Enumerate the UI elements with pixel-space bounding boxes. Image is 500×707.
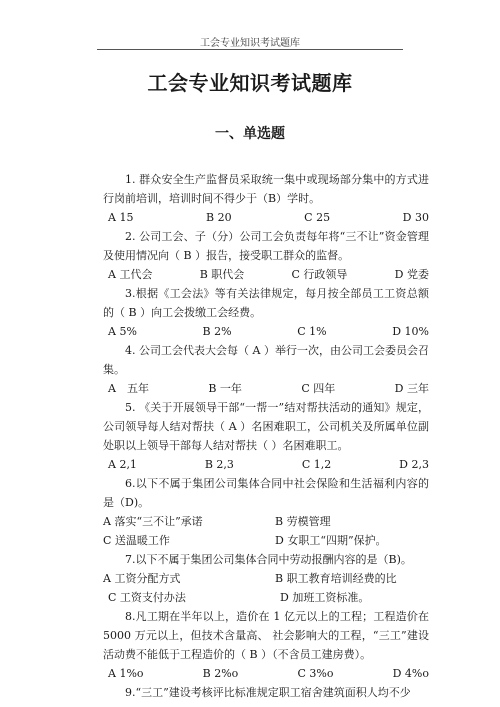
option: B 职工教育培训经费的比 <box>275 572 397 585</box>
option: A 5% <box>108 325 137 338</box>
option: B 职代会 <box>199 268 245 281</box>
option: B 劳模管理 <box>275 515 331 528</box>
question-4: 4. 公司工会代表大会每（ A ）举行一次，由公司工会委员会召集。 <box>103 344 429 376</box>
option: A 工资分配方式 <box>103 572 181 585</box>
option: C 送温暖工作 <box>103 534 170 547</box>
question-list <box>103 170 429 702</box>
question-4-options <box>103 379 429 398</box>
option: B 一年 <box>208 382 242 395</box>
option: A 五年 <box>108 382 149 395</box>
question-5: 5. 《关于开展领导干部“一帮一”结对帮扶活动的通知》规定，公司领导每人结对帮扶（ A ）名困难职工，公司机关及所属单位副处职以上领导干部每人结对帮扶（ ）名困难职工。 <box>103 401 429 452</box>
question-8-options <box>103 664 429 683</box>
question-2-options <box>103 265 429 284</box>
header-rule <box>97 49 403 50</box>
question-7-options-row-1 <box>103 569 429 588</box>
option: D 30 <box>402 211 429 224</box>
option: A 工代会 <box>108 268 153 281</box>
option: A 2,1 <box>108 458 137 471</box>
option: C 行政领导 <box>291 268 348 281</box>
option: D 2,3 <box>399 458 429 471</box>
option: A 1%o <box>108 667 144 680</box>
option: C 1% <box>297 325 327 338</box>
option: B 20 <box>206 211 232 224</box>
option: C 25 <box>304 211 331 224</box>
option: D 4%o <box>392 667 429 680</box>
option: C 1,2 <box>301 458 332 471</box>
option: D 三年 <box>394 382 429 395</box>
document-title: 工会专业知识考试题库 <box>147 71 353 95</box>
question-1: 1. 群众安全生产监督员采取统一集中或现场部分集中的方式进行岗前培训，培训时间不得少于（B）学时。 <box>103 173 429 205</box>
option: B 2%o <box>202 667 239 680</box>
question-2: 2. 公司工会、子（分）公司工会负责每年将“三不让”资金管理及使用情况向（ B ）报告，接受职工群众的监督。 <box>103 230 429 262</box>
question-9: 9.“三工”建设考核评比标准规定职工宿舍建筑面积人均不少 <box>125 686 411 699</box>
question-1-options <box>103 208 429 227</box>
question-7-options-row-2 <box>103 588 429 607</box>
option: B 2,3 <box>204 458 234 471</box>
question-3-options <box>103 322 429 341</box>
option: C 3%o <box>297 667 334 680</box>
running-header: 工会专业知识考试题库 <box>200 38 300 49</box>
question-7: 7.以下不属于集团公司集体合同中劳动报酬内容的是（B)。 <box>125 553 412 566</box>
option: D 女职工“四期”保护。 <box>275 534 387 547</box>
option: A 落实“三不让”承诺 <box>103 515 203 528</box>
question-8: 8.凡工期在半年以上，造价在 1 亿元以上的工程；工程造价在 5000 万元以上，但技术含量高、 社会影响大的工程，“三工”建设活动费不能低于工程造价的（ B ）（不含员工建房费）。 <box>103 610 429 661</box>
option: B 2% <box>202 325 232 338</box>
option: C 四年 <box>301 382 336 395</box>
option: C 工资支付办法 <box>108 591 186 604</box>
section-title: 一、单选题 <box>215 126 285 142</box>
question-6-options-row-2 <box>103 531 429 550</box>
option: D 加班工资标准。 <box>280 591 370 604</box>
question-5-options <box>103 455 429 474</box>
question-6-options-row-1 <box>103 512 429 531</box>
question-3: 3.根据《工会法》等有关法律规定，每月按全部员工工资总额的（ B ）向工会拨缴工会经费。 <box>103 287 429 319</box>
question-6: 6.以下不属于集团公司集体合同中社会保险和生活福利内容的是（D)。 <box>103 477 429 509</box>
option: D 10% <box>392 325 429 338</box>
option: A 15 <box>108 211 134 224</box>
option: D 党委 <box>394 268 429 281</box>
